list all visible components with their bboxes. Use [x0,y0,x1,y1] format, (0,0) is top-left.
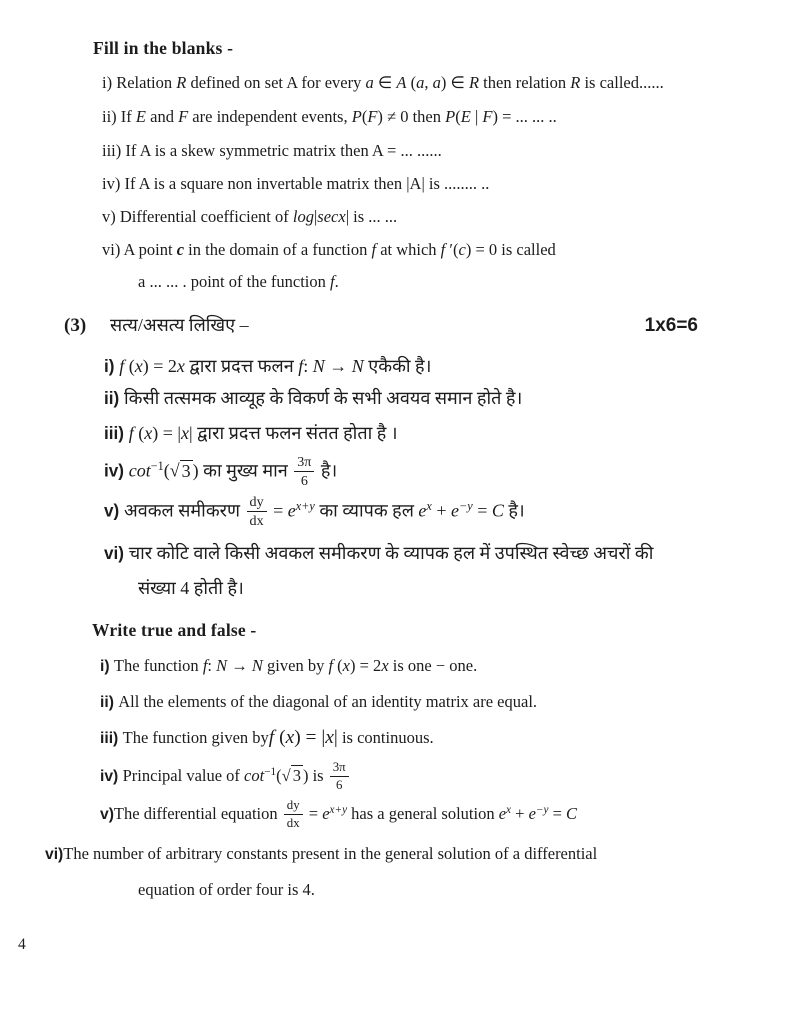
fill-item-vi-continuation: a ... ... . point of the function f. [138,272,339,291]
fill-item-ii: ii) If E and F are independent events, P(F) ≠ 0 then P(E | F) = ... ... .. [102,107,557,126]
fill-item-i: i) Relation R defined on set A for every a ∈ A (a, a) ∈ R then relation R is called...... [102,73,664,92]
section-3-number: (3) [64,315,87,336]
fill-item-iv: iv) If A is a square non invertable matrix then |A| is ........ .. [102,174,490,193]
tf-hindi-item-iii: iii) f (x) = |x| द्वारा प्रदत्त फलन संतत होता है । [104,423,398,443]
tf-hindi-item-i: i) f (x) = 2x द्वारा प्रदत्त फलन f: N → N एकैकी है। [104,356,432,376]
section-3-header [64,312,791,339]
tf-hindi-item-vi-continuation: संख्या 4 होती है। [138,578,244,599]
tf-english-item-vi: vi)The number of arbitrary constants present in the general solution of a differential [45,843,598,863]
fill-item-vi: vi) A point c in the domain of a function f at which f ′(c) = 0 is called [102,240,556,259]
fill-in-blanks-heading: Fill in the blanks - [93,38,234,58]
tf-english-item-v: v)The differential equation $\frac{dy}{dx}$ = $e^{x+y}$ has a general solution $e^x + e^{-y} = C$ [100,797,578,830]
section-3-marks: 1x6=6 [644,315,698,336]
tf-hindi-item-ii: ii) किसी तत्समक आव्यूह के विकर्ण के सभी अवयव समान होते है। [104,388,523,408]
page-number: 4 [18,936,26,953]
tf-hindi-item-iv: iv) $\cot^{-1}(√$ 3 ) का मुख्य मान $\frac{3\pi}{6}$ है। [104,454,338,490]
tf-english-item-ii: ii) All the elements of the diagonal of an identity matrix are equal. [100,692,538,712]
tf-english-item-i: i) The function f: N → N given by f (x) = 2x is one − one. [100,656,478,676]
tf-hindi-item-vi: vi) चार कोटि वाले किसी अवकल समीकरण के व्यापक हल में उपस्थित स्वेच्छ अचरों की [104,543,654,564]
fill-item-v: v) Differential coefficient of log|secx| is ... ... [102,207,398,226]
fill-item-iii: iii) If A is a skew symmetric matrix then A = ... ...... [102,141,442,160]
tf-english-item-vi-continuation: equation of order four is 4. [138,879,315,899]
write-true-false-heading: Write true and false - [92,620,257,641]
tf-english-item-iv: iv) Principal value of $\cot^{-1}(√$ 3 ) is $\frac{3\pi}{6}$ [100,761,791,792]
section-3-title-hindi: सत्य/असत्य लिखिए – [110,315,249,335]
tf-hindi-item-v: v) अवकल समीकरण $\frac{dy}{dx}$ = $e^{x+y}$ का व्यापक हल $e^x + e^{-y} = C$ है। [104,494,525,530]
tf-english-item-iii: iii) The function given byf (x) = |x| is continuous. [100,727,434,749]
